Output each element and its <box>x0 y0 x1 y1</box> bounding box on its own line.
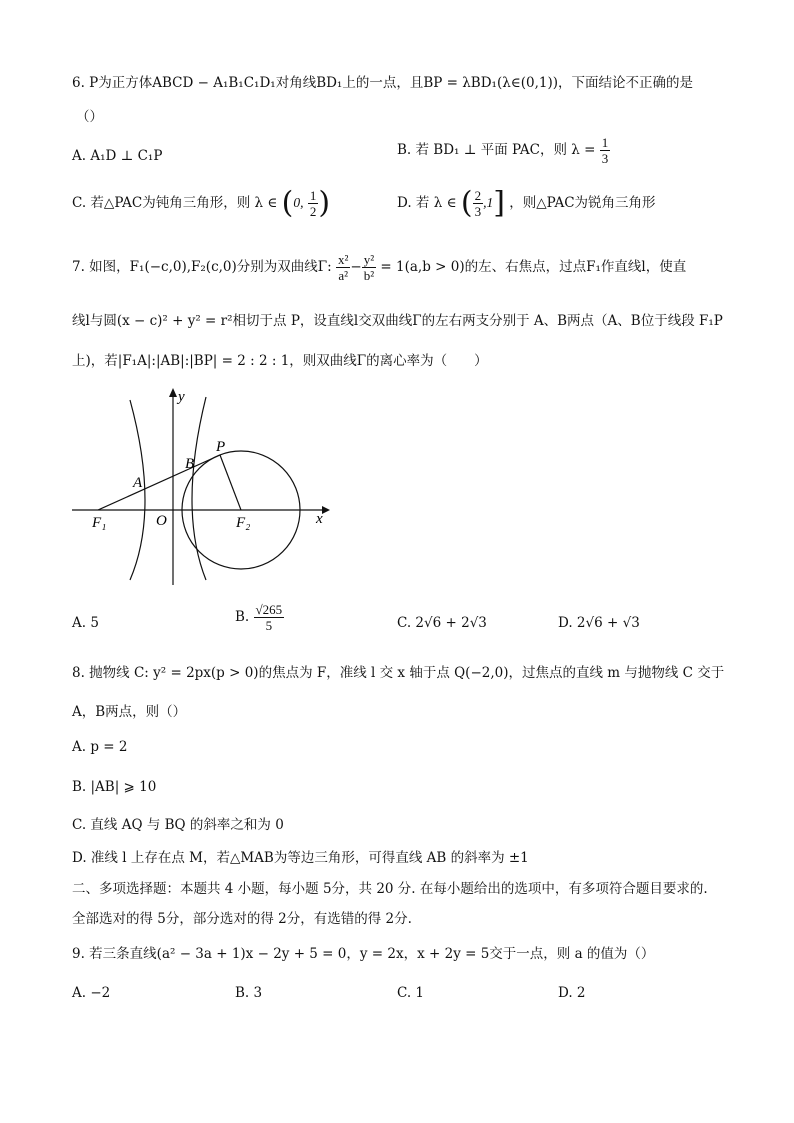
fraction-numerator: 1 <box>309 188 317 203</box>
q7-stem-line3: 上)，若|F₁A|:|AB|:|BP| = 2 : 2 : 1，则双曲线Γ的离心率为（ ） <box>72 353 488 369</box>
q6-option-b-fraction <box>600 135 611 166</box>
fraction-denominator: a² <box>338 268 349 283</box>
label-b: B <box>185 456 195 472</box>
q8-stem-line2: A，B两点，则（） <box>72 704 187 720</box>
line-l <box>98 455 220 510</box>
radius-pf2 <box>220 455 241 510</box>
fraction-numerator: y² <box>363 252 375 267</box>
q8-option-c: C. 直线 AQ 与 BQ 的斜率之和为 0 <box>72 817 284 833</box>
label-y: y <box>178 389 185 405</box>
q7-stem-line1 <box>72 252 686 283</box>
q6-option-c-text: C. 若△PAC为钝角三角形，则 λ ∈ <box>72 195 278 211</box>
q7-option-b <box>235 602 284 633</box>
label-f2: F₂ <box>236 515 251 531</box>
fraction-numerator: 2 <box>474 188 482 203</box>
q6-option-a: A. A₁D ⊥ C₁P <box>72 148 163 164</box>
q6-option-d-fraction <box>473 188 484 219</box>
q6-option-c-fraction <box>308 188 319 219</box>
q9-option-b: B. 3 <box>235 985 263 1001</box>
section-2-header-line2: 全部选对的得 5分，部分选对的得 2分，有选错的得 2分. <box>72 911 412 927</box>
q6-option-c: C. 若△PAC为钝角三角形，则 λ ∈ (0, $\frac{1}{2}$ ) <box>72 185 331 221</box>
q7-stem-line1-pre: 7. 如图，F₁(−c,0),F₂(c,0)分别为双曲线Γ: <box>72 259 332 275</box>
interval-end: ,1 <box>483 195 494 210</box>
label-f1: F₁ <box>92 515 107 531</box>
q8-option-a: A. p = 2 <box>72 739 128 755</box>
fraction-numerator: √265 <box>255 602 283 617</box>
q9-option-c: C. 1 <box>397 985 425 1001</box>
fraction-denominator: 3 <box>601 151 609 166</box>
q7-option-b-fraction <box>254 602 285 633</box>
y-axis-arrow <box>169 388 177 397</box>
q9-option-d: D. 2 <box>558 985 586 1001</box>
q7-stem-line2: 线l与圆(x − c)² + y² = r²相切于点 P，设直线l交双曲线Γ的左右两支分别于 A、B两点（A、B位于线段 F₁P <box>72 313 723 329</box>
q6-stem-line2: （） <box>76 109 103 125</box>
fraction-numerator: 1 <box>601 135 609 150</box>
label-x: x <box>316 511 323 527</box>
label-o: O <box>156 513 167 529</box>
hyperbola-diagram <box>70 385 340 590</box>
hyperbola-right-branch <box>192 397 206 580</box>
q7-fraction-y <box>362 252 376 283</box>
fraction-denominator: b² <box>363 268 375 283</box>
q6-option-d: D. 若 λ ∈ ( $\frac{2}{3}$ ,1] ，则△PAC为锐角三角形 <box>397 185 656 221</box>
q7-option-d: D. 2√6 + √3 <box>558 615 640 631</box>
q7-option-c: C. 2√6 + 2√3 <box>397 615 487 631</box>
q6-stem-line1: 6. P为正方体ABCD − A₁B₁C₁D₁对角线BD₁上的一点，且BP = λBD₁(λ∈(0,1))，下面结论不正确的是 <box>72 75 694 91</box>
interval-start: 0, <box>293 195 304 210</box>
q7-fraction-x <box>336 252 350 283</box>
q9-option-a: A. −2 <box>72 985 111 1001</box>
minus-sign: − <box>350 259 362 275</box>
q7-option-b-label: B. <box>235 609 250 625</box>
q8-stem-line1: 8. 抛物线 C: y² = 2px(p > 0)的焦点为 F，准线 l 交 x 轴于点 Q(−2,0)，过焦点的直线 m 与抛物线 C 交于 <box>72 665 725 681</box>
section-2-header-line1: 二、多项选择题：本题共 4 小题，每小题 5分，共 20 分. 在每小题给出的选项中，有多项符合题目要求的. <box>72 881 708 897</box>
q9-stem: 9. 若三条直线(a² − 3a + 1)x − 2y + 5 = 0，y = 2x，x + 2y = 5交于一点，则 a 的值为（） <box>72 946 655 962</box>
label-p: P <box>216 439 226 455</box>
fraction-denominator: 3 <box>474 204 482 219</box>
fraction-numerator: x² <box>338 252 349 267</box>
q6-option-d-text: D. 若 λ ∈ <box>397 195 457 211</box>
q8-option-b: B. |AB| ⩾ 10 <box>72 779 157 795</box>
fraction-denominator: 2 <box>309 204 317 219</box>
q6-option-b-text: B. 若 BD₁ ⊥ 平面 PAC，则 λ = <box>397 142 596 158</box>
x-axis-arrow <box>322 506 330 514</box>
q6-option-b <box>397 135 610 166</box>
fraction-denominator: 5 <box>265 618 273 633</box>
q7-option-a: A. 5 <box>72 615 99 631</box>
q7-stem-line1-post: = 1(a,b > 0)的左、右焦点，过点F₁作直线l，使直 <box>380 259 687 275</box>
label-a: A <box>133 475 143 491</box>
q8-option-d: D. 准线 l 上存在点 M，若△MAB为等边三角形，可得直线 AB 的斜率为 ±1 <box>72 850 529 866</box>
q6-option-d-post: ，则△PAC为锐角三角形 <box>509 195 656 211</box>
